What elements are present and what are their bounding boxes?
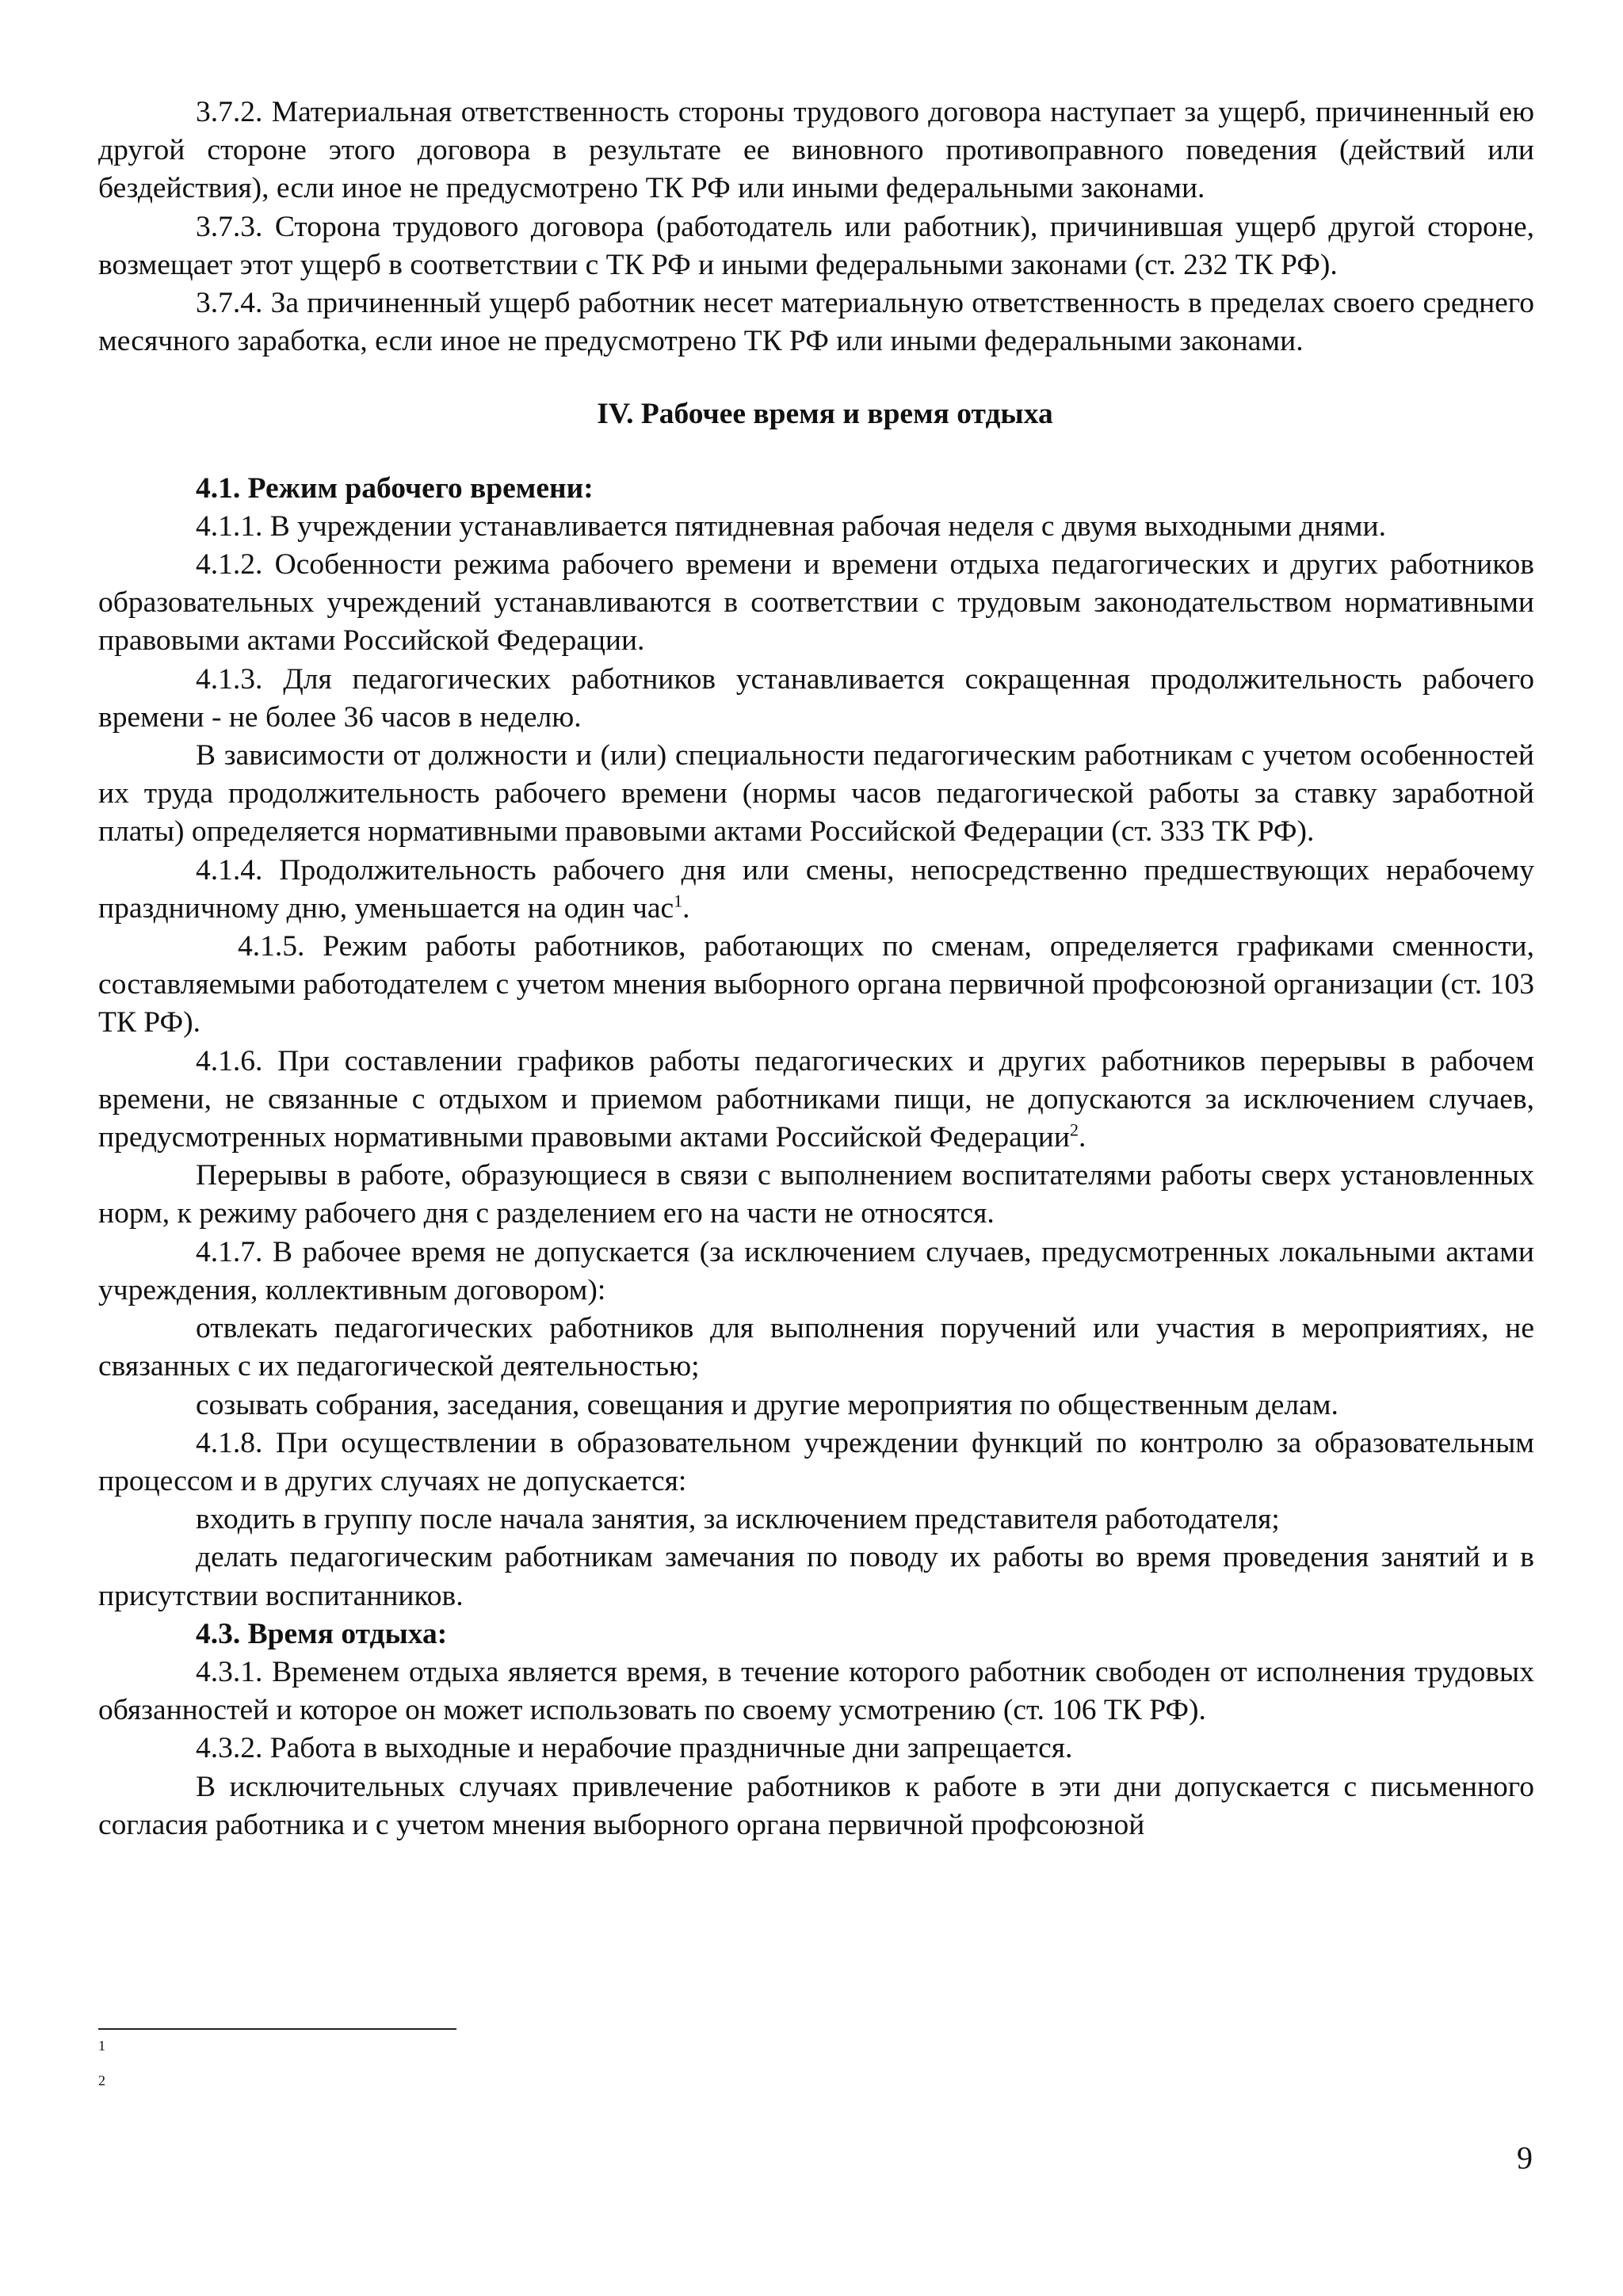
page-number: 9	[1517, 2140, 1533, 2176]
paragraph-4-1-7a: отвлекать педагогических работников для выполнения поручений или участия в мероприятиях, не связанных с их педагогической деятельностью;	[98, 1312, 1534, 1383]
paragraph-4-1-8a: входить в группу после начала занятия, за исключением представителя работодателя;	[196, 1503, 1280, 1536]
paragraph-4-1-6b: Перерывы в работе, образующиеся в связи с выполнением воспитателями работы сверх установленных норм, к режиму рабочего дня с разделением его на части не относятся.	[98, 1159, 1534, 1230]
paragraph-4-3-2: 4.3.2. Работа в выходные и нерабочие праздничные дни запрещается.	[196, 1732, 1073, 1765]
paragraph-3-7-2: 3.7.2. Материальная ответственность стороны трудового договора наступает за ущерб, причиненный ею другой стороне этого договора в результате ее виновного противоправного поведения (действий или бездействия), если иное не предусмотрено ТК РФ или иными федеральными законами.	[98, 96, 1534, 205]
section-title: IV. Рабочее время и время отдыха	[597, 398, 1053, 431]
paragraph-4-1-3b: В зависимости от должности и (или) специальности педагогическим работникам с учетом особенностей их труда продолжительность рабочего времени (нормы часов педагогической работы за ставку заработной платы) определяется нормативными правовыми актами Российской Федерации (ст. 333 ТК РФ).	[98, 739, 1534, 849]
footnote-ref-2[interactable]: 2	[1069, 1119, 1079, 1140]
footnote-1: 1	[98, 2038, 105, 2054]
footnote-2: 2	[98, 2073, 105, 2088]
document-body	[98, 93, 1534, 1844]
paragraph-3-7-3: 3.7.3. Сторона трудового договора (работодатель или работник), причинившая ущерб другой стороне, возмещает этот ущерб в соответствии с ТК РФ и иными федеральными законами (ст. 232 ТК РФ).	[98, 210, 1534, 281]
paragraph-4-1-2: 4.1.2. Особенности режима рабочего времени и времени отдыха педагогических и других работников образовательных учреждений устанавливаются в соответствии с трудовым законодательством нормативными правовыми актами Российской Федерации.	[98, 548, 1534, 658]
paragraph-4-1-3: 4.1.3. Для педагогических работников устанавливается сокращенная продолжительность рабочего времени - не более 36 часов в неделю.	[98, 662, 1534, 734]
paragraph-4-1-8: 4.1.8. При осуществлении в образовательном учреждении функций по контролю за образовательным процессом и в других случаях не допускается:	[98, 1426, 1534, 1497]
paragraph-4-3-1: 4.3.1. Временем отдыха является время, в течение которого работник свободен от исполнения трудовых обязанностей и которое он может использовать по своему усмотрению (ст. 106 ТК РФ).	[98, 1655, 1534, 1727]
paragraph-4-1-1: 4.1.1. В учреждении устанавливается пятидневная рабочая неделя с двумя выходными днями.	[196, 509, 1386, 543]
paragraph-3-7-4: 3.7.4. За причиненный ущерб работник несет материальную ответственность в пределах своего среднего месячного заработка, если иное не предусмотрено ТК РФ или иными федеральными законами.	[98, 287, 1534, 358]
paragraph-4-1-6: 4.1.6. При составлении графиков работы педагогических и других работников перерывы в рабочем времени, не связанные с отдыхом и приемом работниками пищи, не допускаются за исключением случаев, предусмотренных нормативными правовыми актами Российской Федерации$^2$.	[98, 1044, 1534, 1154]
paragraph-4-3-2b: В исключительных случаях привлечение работников к работе в эти дни допускается с письменного согласия работника и с учетом мнения выборного органа первичной профсоюзной	[98, 1770, 1534, 1841]
paragraph-4-1-4: 4.1.4. Продолжительность рабочего дня или смены, непосредственно предшествующих нерабочему праздничному дню, уменьшается на один час$^1$.	[98, 853, 1534, 925]
footnote-ref-1[interactable]: 1	[674, 891, 683, 911]
footnote-separator	[98, 2028, 456, 2030]
paragraph-4-1-5: 4.1.5. Режим работы работников, работающих по сменам, определяется графиками сменности, составляемыми работодателем с учетом мнения выборного органа первичной профсоюзной организации (ст. 103 ТК РФ).	[98, 930, 1534, 1039]
subheading-4-3: 4.3. Время отдыха:	[196, 1617, 448, 1650]
paragraph-4-1-7: 4.1.7. В рабочее время не допускается (за исключением случаев, предусмотренных локальными актами учреждения, коллективным договором):	[98, 1235, 1534, 1306]
subheading-4-1: 4.1. Режим рабочего времени:	[196, 471, 594, 505]
paragraph-4-1-7b: созывать собрания, заседания, совещания и другие мероприятия по общественным делам.	[196, 1388, 1338, 1421]
paragraph-4-1-6-text: 4.1.6. При составлении графиков работы педагогических и других работников перерывы в рабочем времени, не связанные с отдыхом и приемом работниками пищи, не допускаются за исключением случаев, предусмотренных нормативными правовыми актами Российской Федерации	[98, 1044, 1534, 1154]
paragraph-4-1-8b: делать педагогическим работникам замечания по поводу их работы во время проведения занятий и в присутствии воспитанников.	[98, 1541, 1534, 1612]
paragraph-4-1-4-text: 4.1.4. Продолжительность рабочего дня или смены, непосредственно предшествующих нерабочему праздничному дню, уменьшается на один час	[98, 853, 1534, 925]
